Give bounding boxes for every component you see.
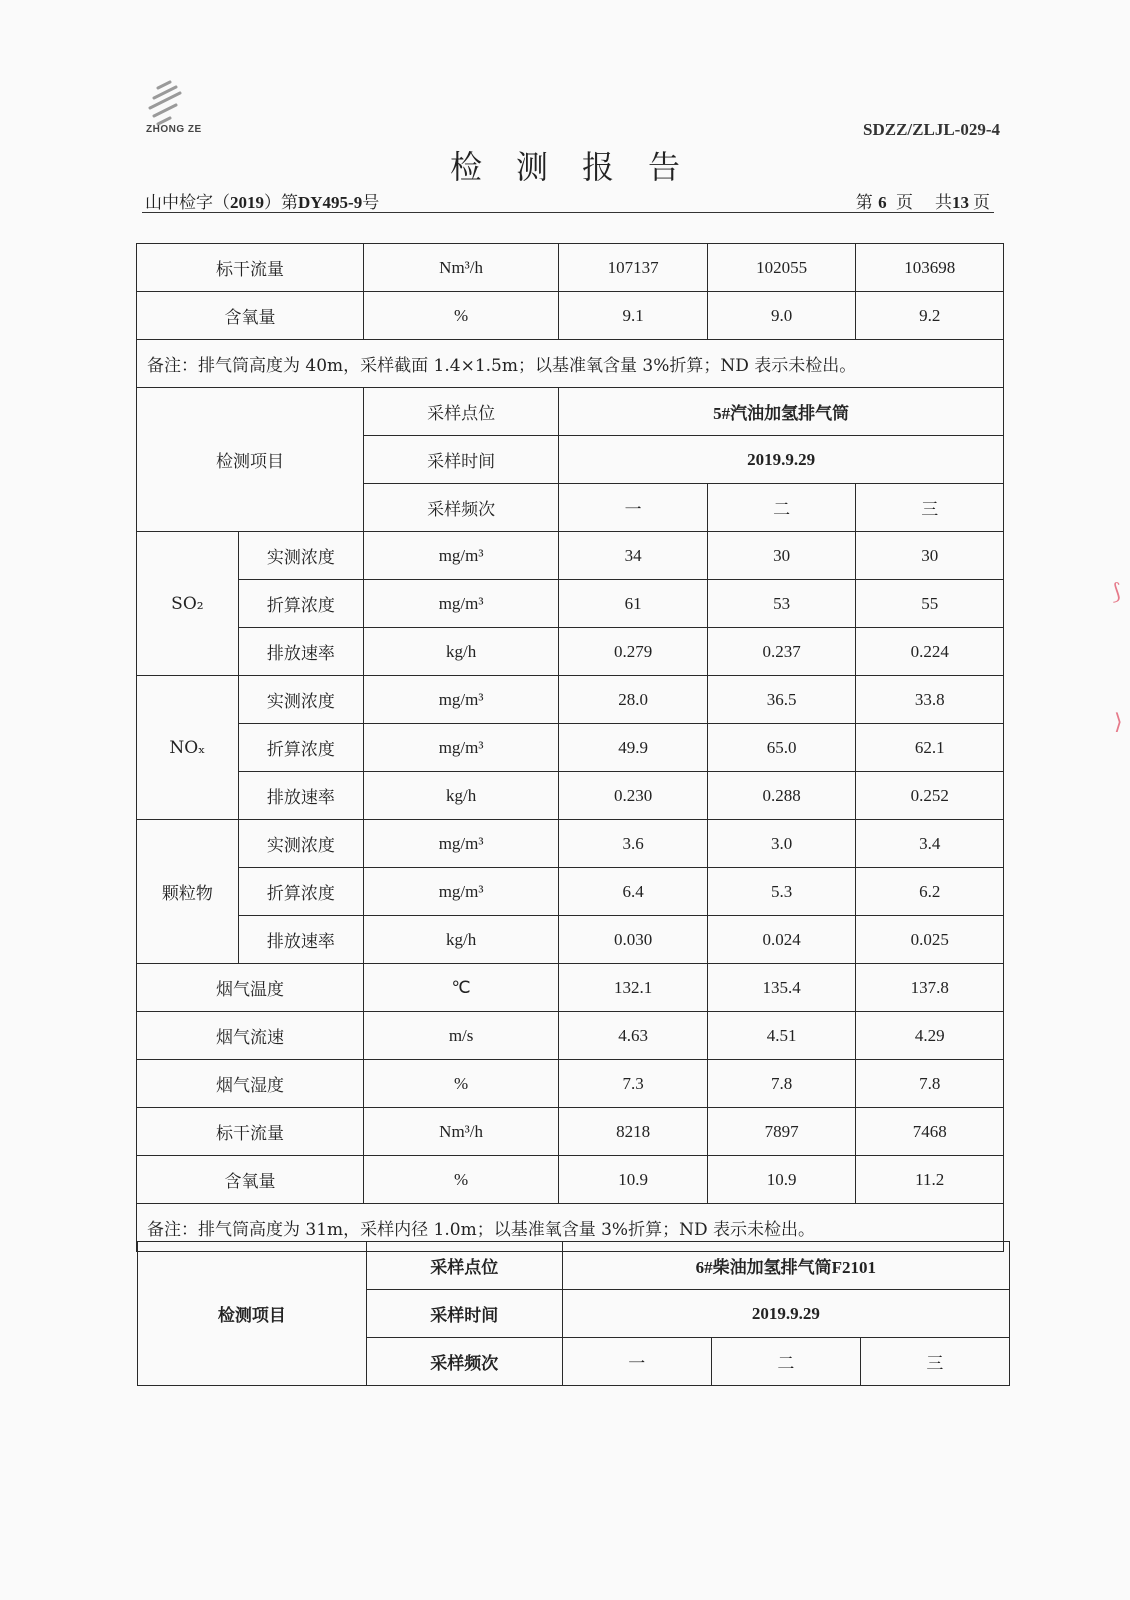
seal-stamp-mark: ⟆	[1112, 580, 1121, 605]
value-cell: 61	[559, 580, 708, 628]
value-cell: 55	[856, 580, 1004, 628]
row-label: 折算浓度	[238, 724, 363, 772]
value-cell: 33.8	[856, 676, 1004, 724]
pollutant-name: 颗粒物	[137, 820, 239, 964]
freq-label: 采样频次	[363, 484, 558, 532]
unit-cell: Nm³/h	[363, 1108, 558, 1156]
table-row	[137, 340, 1004, 388]
value-cell: 36.5	[707, 676, 856, 724]
unit-cell: mg/m³	[363, 820, 558, 868]
remark-note: 备注：排气筒高度为 40m，采样截面 1.4×1.5m；以基准氧含量 3%折算；ND 表示未检出。	[137, 340, 1004, 388]
value-cell: 107137	[559, 244, 708, 292]
table-row	[137, 580, 1004, 628]
value-cell: 5.3	[707, 868, 856, 916]
table-row	[137, 292, 1004, 340]
unit-cell: kg/h	[363, 772, 558, 820]
pollutant-name: NOₓ	[137, 676, 239, 820]
table-row	[137, 244, 1004, 292]
table-row	[137, 1012, 1004, 1060]
freq-value: 三	[856, 484, 1004, 532]
freq-value: 二	[711, 1338, 860, 1386]
value-cell: 0.025	[856, 916, 1004, 964]
value-cell: 4.63	[559, 1012, 708, 1060]
results-table-next	[137, 1241, 1010, 1386]
seal-stamp-mark: ⟩	[1114, 710, 1123, 735]
row-label: 标干流量	[137, 244, 364, 292]
header-divider	[142, 212, 994, 213]
value-cell: 65.0	[707, 724, 856, 772]
site-label: 采样点位	[363, 388, 558, 436]
value-cell: 30	[707, 532, 856, 580]
value-cell: 11.2	[856, 1156, 1004, 1204]
value-cell: 102055	[707, 244, 856, 292]
value-cell: 28.0	[559, 676, 708, 724]
value-cell: 9.0	[707, 292, 856, 340]
table-row	[137, 820, 1004, 868]
value-cell: 0.279	[559, 628, 708, 676]
unit-cell: mg/m³	[363, 724, 558, 772]
report-number: 山中检字（2019）第DY495-9号	[145, 193, 380, 213]
freq-value: 三	[860, 1338, 1009, 1386]
time-label: 采样时间	[366, 1290, 562, 1338]
unit-cell: mg/m³	[363, 580, 558, 628]
unit-cell: %	[363, 1156, 558, 1204]
freq-value: 一	[562, 1338, 711, 1386]
unit-cell: kg/h	[363, 628, 558, 676]
value-cell: 7468	[856, 1108, 1004, 1156]
table-row	[138, 1242, 1010, 1290]
freq-label: 采样频次	[366, 1338, 562, 1386]
row-label: 实测浓度	[238, 676, 363, 724]
table-row	[137, 676, 1004, 724]
freq-value: 一	[559, 484, 708, 532]
value-cell: 135.4	[707, 964, 856, 1012]
row-label: 折算浓度	[238, 580, 363, 628]
unit-cell: m/s	[363, 1012, 558, 1060]
value-cell: 6.2	[856, 868, 1004, 916]
value-cell: 3.6	[559, 820, 708, 868]
remark-note: 备注：排气筒高度为 31m，采样内径 1.0m；以基准氧含量 3%折算；ND 表示未检出。	[137, 1204, 1004, 1252]
document-code: SDZZ/ZLJL-029-4	[863, 120, 1000, 139]
value-cell: 9.1	[559, 292, 708, 340]
table-row	[137, 1156, 1004, 1204]
value-cell: 62.1	[856, 724, 1004, 772]
table-row	[137, 772, 1004, 820]
row-label: 排放速率	[238, 916, 363, 964]
page-info: 第 6 页 共13 页	[855, 193, 990, 213]
page-title: 检测报告	[449, 148, 714, 186]
value-cell: 30	[856, 532, 1004, 580]
table-row	[137, 532, 1004, 580]
item-header: 检测项目	[137, 388, 364, 532]
row-label: 排放速率	[238, 772, 363, 820]
unit-cell: Nm³/h	[363, 244, 558, 292]
site-value: 5#汽油加氢排气筒	[559, 388, 1004, 436]
value-cell: 103698	[856, 244, 1004, 292]
row-label: 烟气温度	[137, 964, 364, 1012]
table-row	[137, 1060, 1004, 1108]
value-cell: 9.2	[856, 292, 1004, 340]
row-label: 标干流量	[137, 1108, 364, 1156]
unit-cell: ℃	[363, 964, 558, 1012]
value-cell: 53	[707, 580, 856, 628]
unit-cell: %	[363, 1060, 558, 1108]
value-cell: 4.51	[707, 1012, 856, 1060]
row-label: 实测浓度	[238, 820, 363, 868]
table-row	[137, 388, 1004, 436]
time-value: 2019.9.29	[559, 436, 1004, 484]
row-label: 烟气湿度	[137, 1060, 364, 1108]
value-cell: 10.9	[559, 1156, 708, 1204]
table-row	[137, 868, 1004, 916]
row-label: 折算浓度	[238, 868, 363, 916]
value-cell: 0.024	[707, 916, 856, 964]
value-cell: 6.4	[559, 868, 708, 916]
unit-cell: mg/m³	[363, 676, 558, 724]
value-cell: 7.8	[856, 1060, 1004, 1108]
value-cell: 49.9	[559, 724, 708, 772]
table-row	[137, 724, 1004, 772]
unit-cell: %	[363, 292, 558, 340]
value-cell: 10.9	[707, 1156, 856, 1204]
unit-cell: mg/m³	[363, 532, 558, 580]
row-label: 实测浓度	[238, 532, 363, 580]
table-row	[137, 964, 1004, 1012]
value-cell: 0.230	[559, 772, 708, 820]
freq-value: 二	[707, 484, 856, 532]
value-cell: 3.4	[856, 820, 1004, 868]
value-cell: 0.288	[707, 772, 856, 820]
value-cell: 8218	[559, 1108, 708, 1156]
row-label: 排放速率	[238, 628, 363, 676]
item-header: 检测项目	[138, 1242, 367, 1386]
row-label: 含氧量	[137, 292, 364, 340]
results-table	[136, 243, 1004, 1252]
value-cell: 0.237	[707, 628, 856, 676]
value-cell: 0.030	[559, 916, 708, 964]
time-label: 采样时间	[363, 436, 558, 484]
value-cell: 137.8	[856, 964, 1004, 1012]
site-label: 采样点位	[366, 1242, 562, 1290]
table-row	[137, 916, 1004, 964]
value-cell: 7897	[707, 1108, 856, 1156]
unit-cell: kg/h	[363, 916, 558, 964]
value-cell: 7.8	[707, 1060, 856, 1108]
value-cell: 4.29	[856, 1012, 1004, 1060]
time-value: 2019.9.29	[562, 1290, 1009, 1338]
logo-text: ZHONG ZE	[146, 124, 202, 135]
value-cell: 132.1	[559, 964, 708, 1012]
value-cell: 0.224	[856, 628, 1004, 676]
value-cell: 3.0	[707, 820, 856, 868]
value-cell: 0.252	[856, 772, 1004, 820]
site-value: 6#柴油加氢排气筒F2101	[562, 1242, 1009, 1290]
row-label: 烟气流速	[137, 1012, 364, 1060]
row-label: 含氧量	[137, 1156, 364, 1204]
unit-cell: mg/m³	[363, 868, 558, 916]
pollutant-name: SO₂	[137, 532, 239, 676]
value-cell: 34	[559, 532, 708, 580]
table-row	[137, 628, 1004, 676]
value-cell: 7.3	[559, 1060, 708, 1108]
table-row	[137, 1108, 1004, 1156]
